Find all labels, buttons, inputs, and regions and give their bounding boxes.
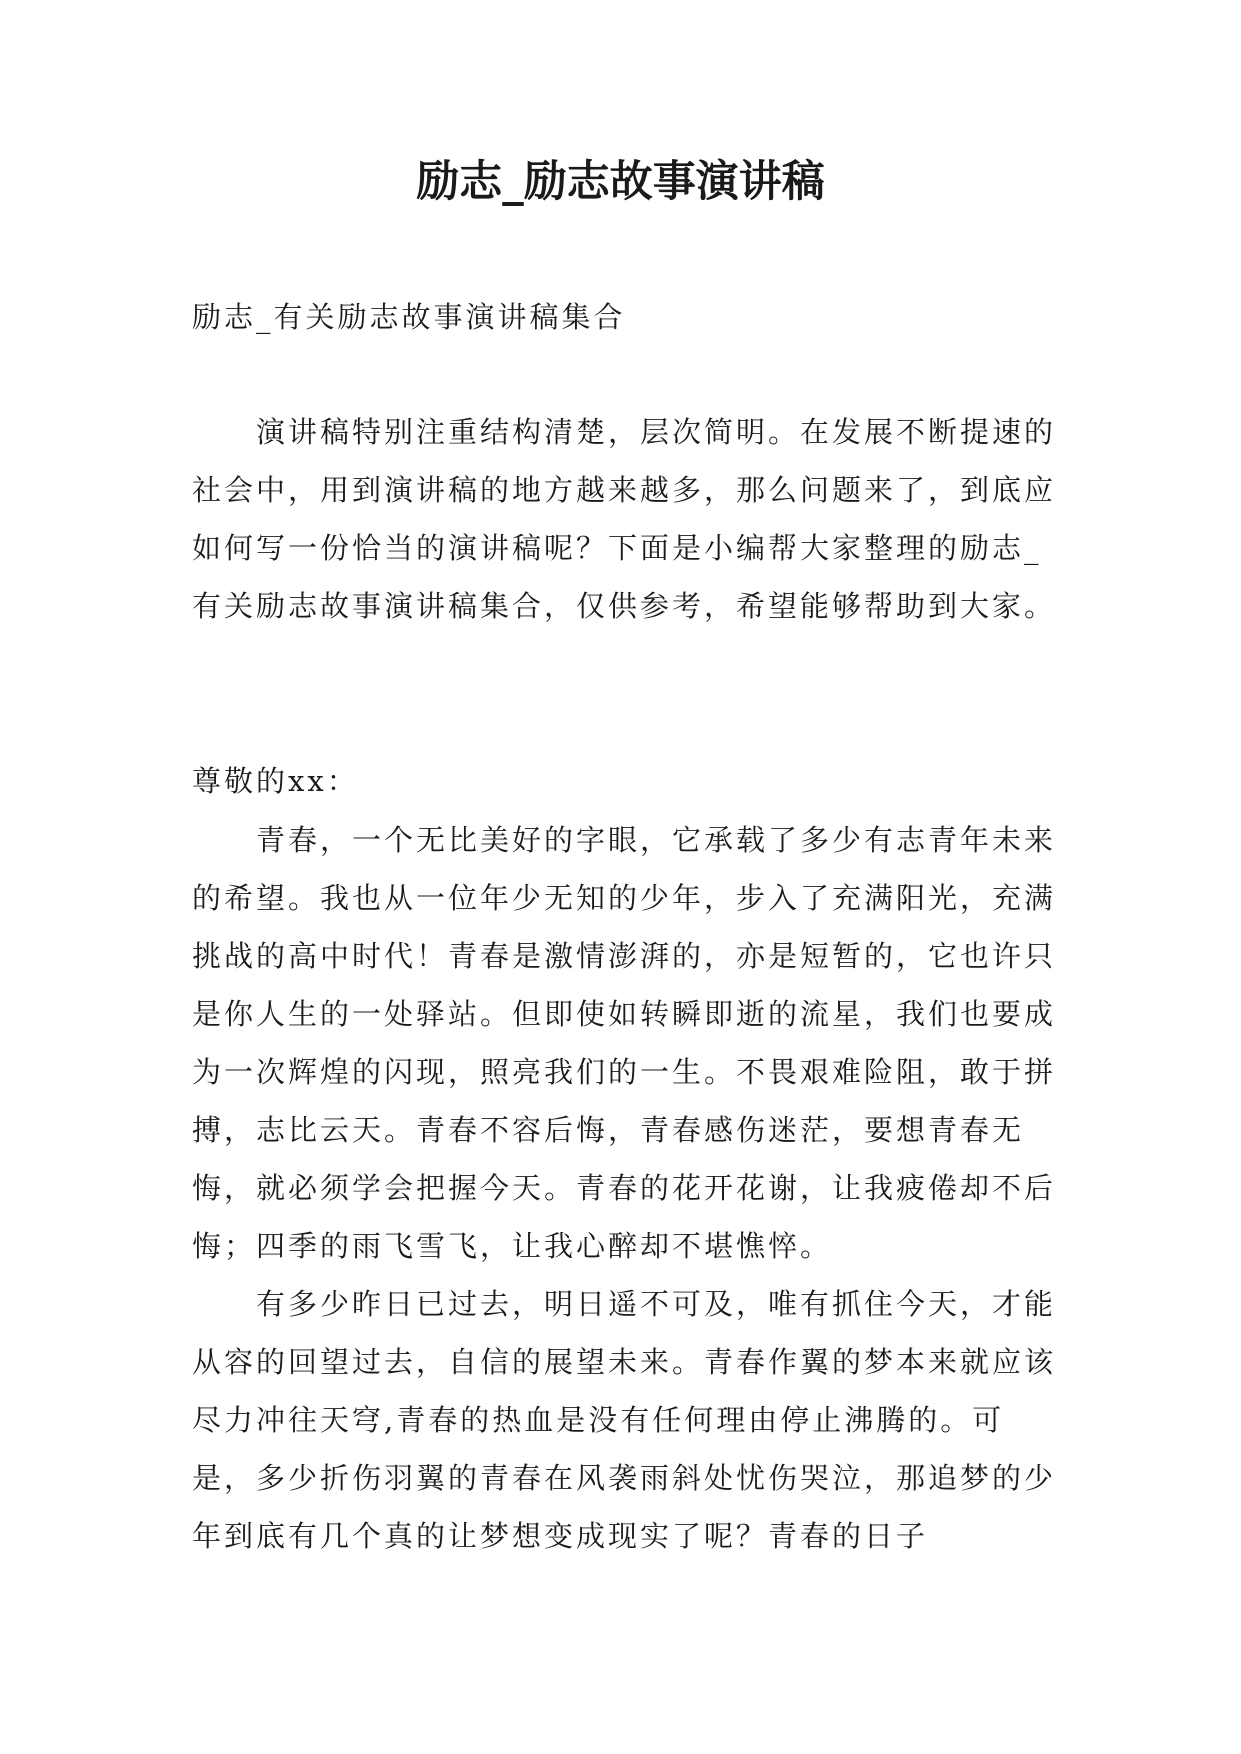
document-title: 励志_励志故事演讲稿 bbox=[416, 157, 825, 207]
salutation bbox=[192, 752, 1060, 810]
body-paragraph-1 bbox=[192, 811, 1060, 1275]
salutation-text: 尊敬的xx： bbox=[192, 764, 359, 798]
subtitle-text: 励志_有关励志故事演讲稿集合 bbox=[192, 300, 626, 334]
intro-paragraph bbox=[192, 403, 1060, 635]
body-paragraph-2 bbox=[192, 1275, 1060, 1565]
paragraph-text: 青春，一个无比美好的字眼，它承载了多少有志青年未来的希望。我也从一位年少无知的少年，步入了充满阳光，充满挑战的高中时代！青春是激情澎湃的，亦是短暂的，它也许只是你人生的一处驿站。但即使如转瞬即逝的流星，我们也要成为一次辉煌的闪现，照亮我们的一生。不畏艰难险阻，敢于拼搏，志比云天。青春不容后悔，青春感伤迷茫，要想青春无悔，就必须学会把握今天。青春的花开花谢，让我疲倦却不后悔；四季的雨飞雪飞，让我心醉却不堪憔悴。 bbox=[192, 823, 1057, 1263]
paragraph-text: 有多少昨日已过去，明日遥不可及，唯有抓住今天，才能从容的回望过去，自信的展望未来。青春作翼的梦本来就应该尽力冲往天穹,青春的热血是没有任何理由停止沸腾的。可是，多少折伤羽翼的青春在风袭雨斜处忧伤哭泣，那追梦的少年到底有几个真的让梦想变成现实了呢？青春的日子 bbox=[192, 1287, 1057, 1553]
document-subtitle bbox=[192, 288, 1060, 346]
intro-text: 演讲稿特别注重结构清楚，层次简明。在发展不断提速的社会中，用到演讲稿的地方越来越多，那么问题来了，到底应如何写一份恰当的演讲稿呢？下面是小编帮大家整理的励志_有关励志故事演讲稿集合，仅供参考，希望能够帮助到大家。 bbox=[192, 415, 1057, 623]
